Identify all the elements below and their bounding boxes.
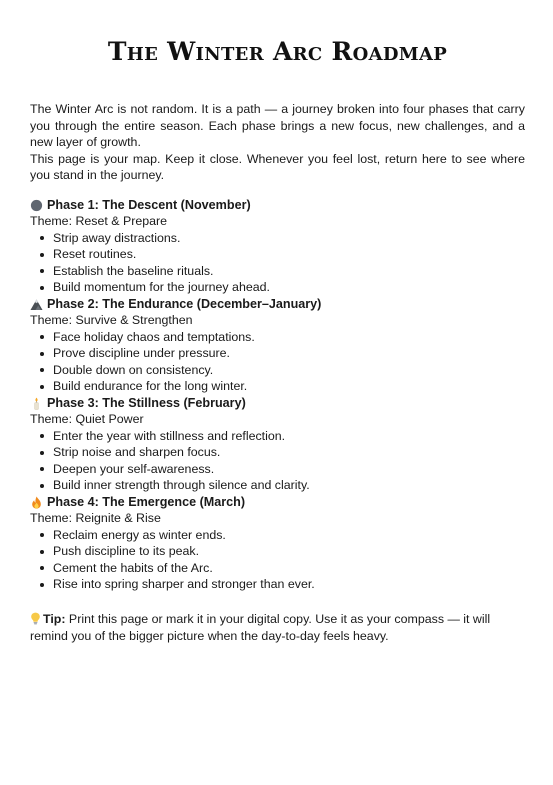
list-item: Prove discipline under pressure.	[39, 345, 525, 362]
list-item: Deepen your self-awareness.	[39, 461, 525, 478]
list-item: Build endurance for the long winter.	[39, 378, 525, 395]
tip-label: Tip:	[43, 611, 66, 626]
mountain-icon	[30, 298, 43, 311]
list-item: Push discipline to its peak.	[39, 543, 525, 560]
list-item: Enter the year with stillness and reflection.	[39, 428, 525, 445]
phase-title: Phase 1: The Descent (November)	[47, 197, 251, 212]
list-item: Establish the baseline rituals.	[39, 263, 525, 280]
phase-heading	[30, 395, 525, 412]
document-page	[30, 0, 525, 644]
page-title: The Winter Arc Roadmap	[107, 37, 448, 66]
list-item: Strip noise and sharpen focus.	[39, 444, 525, 461]
phase-theme: Theme: Reset & Prepare	[30, 214, 168, 229]
phase-theme: Theme: Quiet Power	[30, 412, 144, 427]
phase-list	[30, 230, 525, 296]
candle-icon	[30, 397, 43, 410]
intro-paragraph: This page is your map. Keep it close. Whenever you feel lost, return here to see where you stand in the journey.	[30, 151, 525, 183]
intro-section	[30, 101, 525, 184]
phase-heading	[30, 494, 525, 511]
list-item: Face holiday chaos and temptations.	[39, 329, 525, 346]
phase-list	[30, 428, 525, 494]
list-item: Double down on consistency.	[39, 362, 525, 379]
phase-list	[30, 329, 525, 395]
list-item: Build inner strength through silence and clarity.	[39, 477, 525, 494]
phase-title: Phase 3: The Stillness (February)	[47, 395, 246, 410]
list-item: Cement the habits of the Arc.	[39, 560, 525, 577]
phase-theme: Theme: Reignite & Rise	[30, 511, 161, 526]
lightbulb-icon	[30, 612, 41, 625]
phase-4	[30, 494, 525, 593]
tip-text: Print this page or mark it in your digital copy. Use it as your compass — it will remind you of the bigger picture when the day-to-day feels heavy.	[30, 611, 491, 643]
dark-circle-icon	[30, 199, 43, 212]
phases-section	[30, 197, 525, 593]
phase-theme: Theme: Survive & Strengthen	[30, 313, 193, 328]
list-item: Rise into spring sharper and stronger than ever.	[39, 576, 525, 593]
list-item: Strip away distractions.	[39, 230, 525, 247]
phase-heading	[30, 197, 525, 214]
phase-title: Phase 4: The Emergence (March)	[47, 494, 246, 509]
phase-1	[30, 197, 525, 296]
phase-2	[30, 296, 525, 395]
phase-heading	[30, 296, 525, 313]
fire-icon	[30, 496, 43, 509]
list-item: Reclaim energy as winter ends.	[39, 527, 525, 544]
phase-list	[30, 527, 525, 593]
list-item: Reset routines.	[39, 246, 525, 263]
intro-paragraph: The Winter Arc is not random. It is a path — a journey broken into four phases that carry you through the entire season. Each phase brings a new focus, new challenges, and a new layer of growth.	[30, 102, 525, 150]
phase-3	[30, 395, 525, 494]
list-item: Build momentum for the journey ahead.	[39, 279, 525, 296]
tip-callout	[30, 611, 525, 644]
phase-title: Phase 2: The Endurance (December–January)	[47, 296, 322, 311]
